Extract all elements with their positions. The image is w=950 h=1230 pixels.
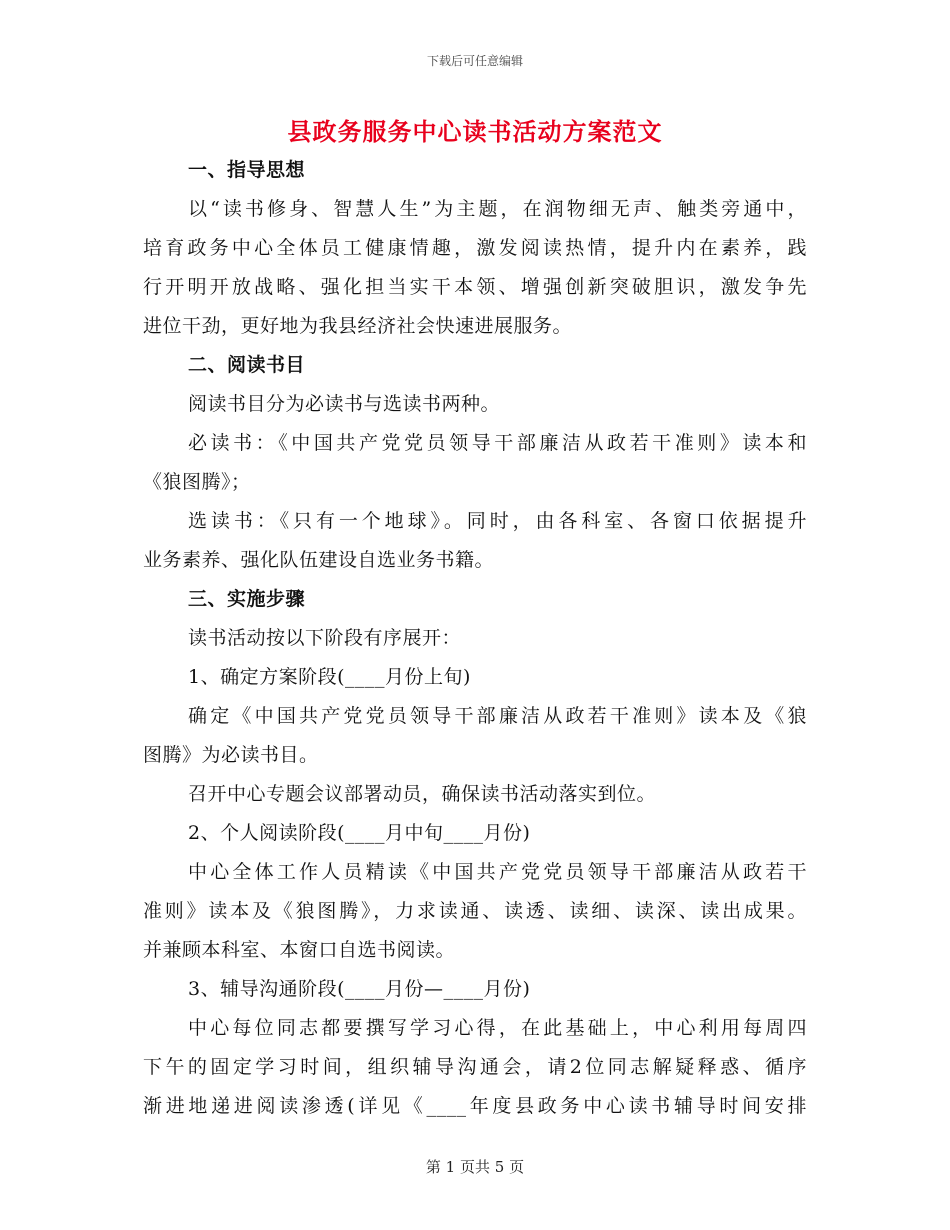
- paragraph-line: 进位干劲，更好地为我县经济社会快速进展服务。: [143, 315, 573, 337]
- paragraph-line: 行开明开放战略、强化担当实干本领、增强创新突破胆识，激发争先: [143, 276, 807, 298]
- paragraph-line: 培育政务中心全体员工健康情趣，激发阅读热情，提升内在素养，践: [143, 237, 807, 259]
- paragraph-line: 下午的固定学习时间，组织辅导沟通会，请2位同志解疑释惑、循序: [143, 1056, 807, 1078]
- paragraph-line: 业务素养、强化队伍建设自选业务书籍。: [143, 549, 495, 571]
- paragraph-line: 以“读书修身、智慧人生”为主题，在润物细无声、触类旁通中，: [188, 198, 807, 220]
- paragraph-line: 1、确定方案阶段(____月份上旬): [188, 666, 471, 688]
- paragraph-line: 准则》读本及《狼图腾》，力求读通、读透、读细、读深、读出成果。: [143, 900, 807, 922]
- paragraph-line: 阅读书目分为必读书与选读书两种。: [188, 393, 501, 415]
- paragraph-line: 中心每位同志都要撰写学习心得，在此基础上，中心利用每周四: [188, 1017, 807, 1039]
- section-heading: 二、阅读书目: [188, 354, 306, 376]
- section-heading: 一、指导思想: [188, 159, 306, 181]
- paragraph-line: 选读书：《只有一个地球》。同时，由各科室、各窗口依据提升: [188, 510, 807, 532]
- page-footer: 第 1 页共 5 页: [425, 1158, 525, 1176]
- paragraph-line: 并兼顾本科室、本窗口自选书阅读。: [143, 939, 456, 961]
- paragraph-line: 2、个人阅读阶段(____月中旬____月份): [188, 822, 531, 844]
- paragraph-line: 《狼图腾》；: [143, 471, 251, 493]
- paragraph-line: 中心全体工作人员精读《中国共产党党员领导干部廉洁从政若干: [188, 861, 807, 883]
- document-title: 县政务服务中心读书活动方案范文: [287, 117, 663, 146]
- paragraph-line: 读书活动按以下阶段有序展开：: [188, 627, 462, 649]
- document-body: [143, 156, 807, 1131]
- paragraph-line: 确定《中国共产党党员领导干部廉洁从政若干准则》读本及《狼: [188, 705, 807, 727]
- paragraph-line: 3、辅导沟通阶段(____月份—____月份): [188, 978, 531, 1000]
- paragraph-line: 图腾》为必读书目。: [143, 744, 319, 766]
- section-heading: 三、实施步骤: [188, 588, 306, 610]
- paragraph-line: 召开中心专题会议部署动员，确保读书活动落实到位。: [188, 783, 657, 805]
- header-note: 下载后可任意编辑: [426, 54, 523, 68]
- paragraph-line: 必读书：《中国共产党党员领导干部廉洁从政若干准则》读本和: [188, 432, 807, 454]
- paragraph-line: 渐进地递进阅读渗透(详见《____年度县政务中心读书辅导时间安排: [143, 1095, 807, 1117]
